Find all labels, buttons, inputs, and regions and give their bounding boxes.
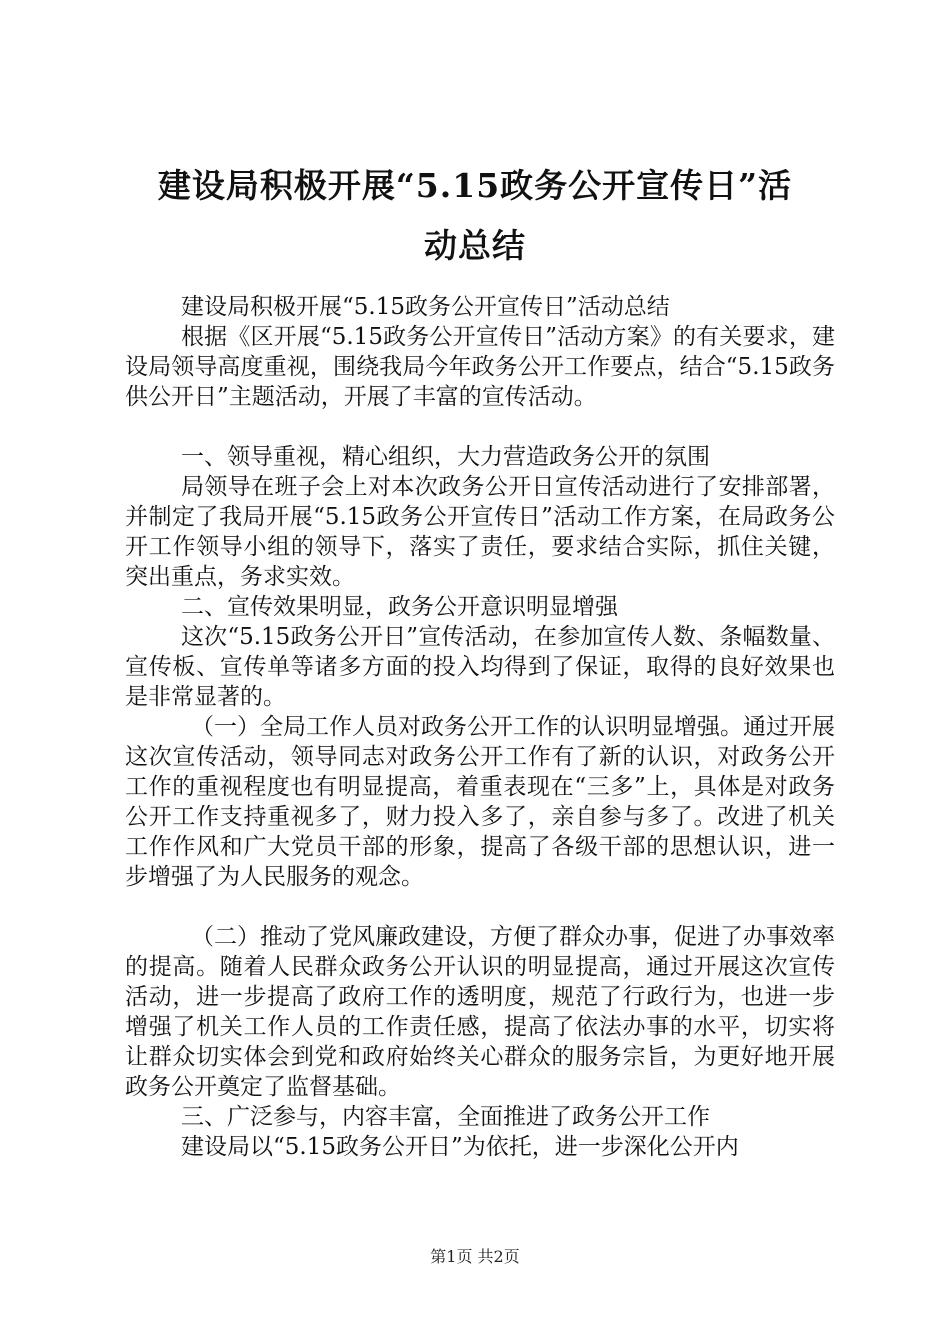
paragraph-intro: 根据《区开展“5.15政务公开宣传日”活动方案》的有关要求，建设局领导高度重视，围绕我局今年政务公开工作要点，结合“5.15政务供公开日”主题活动，开展了丰富的宣传活动。 <box>125 324 835 410</box>
paragraph-section-2: 这次“5.15政务公开日”宣传活动，在参加宣传人数、条幅数量、宣传板、宣传单等诸多方面的投入均得到了保证，取得的良好效果也是非常显著的。 <box>125 624 835 710</box>
document-title-line-1: 建设局积极开展“5.15政务公开宣传日”活 <box>157 166 793 205</box>
paragraph-section-3: 建设局以“5.15政务公开日”为依托，进一步深化公开内 <box>181 1134 739 1160</box>
section-heading-2: 二、宣传效果明显，政务公开意识明显增强 <box>181 594 618 620</box>
document-body <box>125 292 835 1162</box>
page-number: 第1页 共2页 <box>430 1247 520 1266</box>
spacer <box>125 412 835 442</box>
document-title-line-2: 动总结 <box>424 226 526 265</box>
body-heading-repeat: 建设局积极开展“5.15政务公开宣传日”活动总结 <box>181 294 670 320</box>
spacer <box>125 892 835 922</box>
paragraph-subsection-1: （一）全局工作人员对政务公开工作的认识明显增强。通过开展这次宣传活动，领导同志对政务公开工作有了新的认识，对政务公开工作的重视程度也有明显提高，着重表现在“三多”上，具体是对政务公开工作支持重视多了，财力投入多了，亲自参与多了。改进了机关工作作风和广大党员干部的形象，提高了各级干部的思想认识，进一步增强了为人民服务的观念。 <box>125 714 835 890</box>
section-heading-3: 三、广泛参与，内容丰富，全面推进了政务公开工作 <box>181 1104 710 1130</box>
paragraph-section-1: 局领导在班子会上对本次政务公开日宣传活动进行了安排部署，并制定了我局开展“5.15政务公开宣传日”活动工作方案，在局政务公开工作领导小组的领导下，落实了责任，要求结合实际，抓住关键，突出重点，务求实效。 <box>125 474 835 590</box>
section-heading-1: 一、领导重视，精心组织，大力营造政务公开的氛围 <box>181 444 710 470</box>
paragraph-subsection-2: （二）推动了党风廉政建设，方便了群众办事，促进了办事效率的提高。随着人民群众政务公开认识的明显提高，通过开展这次宣传活动，进一步提高了政府工作的透明度，规范了行政行为，也进一步增强了机关工作人员的工作责任感，提高了依法办事的水平，切实将让群众切实体会到党和政府始终关心群众的服务宗旨，为更好地开展政务公开奠定了监督基础。 <box>125 924 835 1100</box>
